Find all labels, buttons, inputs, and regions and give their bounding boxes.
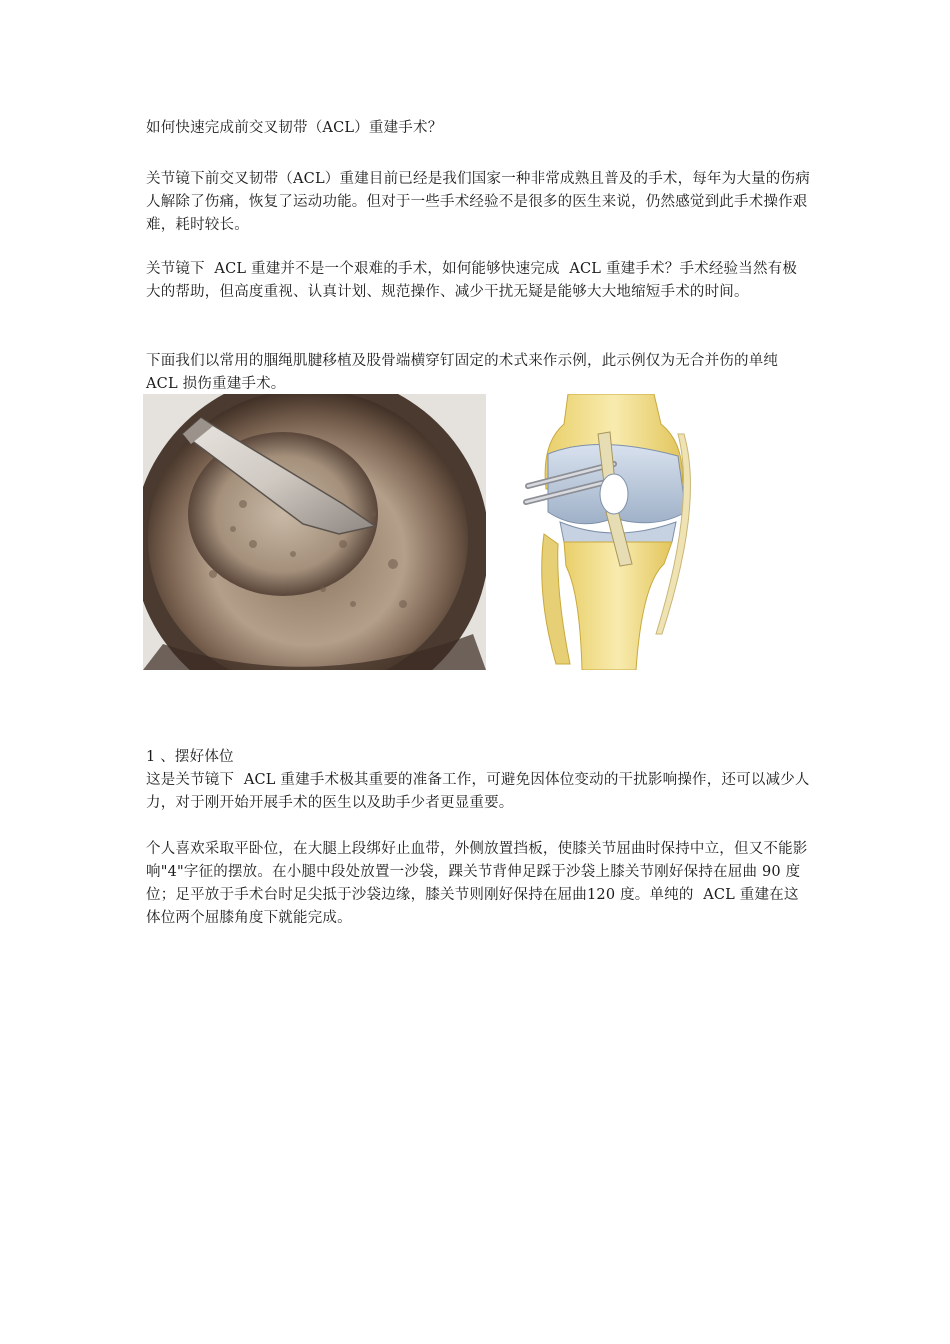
knee-cross-pin-illustration xyxy=(486,394,742,670)
intro-paragraph-1: 关节镜下前交叉韧带（ACL）重建目前已经是我们国家一种非常成熟且普及的手术，每年为大量的伤病人解除了伤痛，恢复了运动功能。但对于一些手术经验不是很多的医生来说，仍然感觉到此手术操作艰难，耗时较长。 xyxy=(146,171,810,233)
section-1-heading: 1 、摆好体位 xyxy=(146,749,234,765)
document-title: 如何快速完成前交叉韧带（ACL）重建手术？ xyxy=(146,120,443,136)
section-1-paragraph-1: 这是关节镜下 ACL 重建手术极其重要的准备工作，可避免因体位变动的干扰影响操作，还可以减少人力，对于刚开始开展手术的医生以及助手少者更显重要。 xyxy=(146,772,810,811)
intro-paragraph-2: 关节镜下 ACL 重建并不是一个艰难的手术，如何能够快速完成 ACL 重建手术？手术经验当然有极大的帮助，但高度重视、认真计划、规范操作、减少干扰无疑是能够大大地缩短手术的时间。 xyxy=(146,261,798,300)
section-1-paragraph-2: 个人喜欢采取平卧位，在大腿上段绑好止血带，外侧放置挡板，使膝关节屈曲时保持中立，但又不能影响"4"字征的摆放。在小腿中段处放置一沙袋，踝关节背伸足踩于沙袋上膝关节刚好保持在屈曲 90 度位；足平放于手术台时足尖抵于沙袋边缘，膝关节则刚好保持在屈曲120 度。单纯的 ACL 重建在这体位两个屈膝角度下就能完成。 xyxy=(146,841,808,926)
intro-paragraph-3: 下面我们以常用的腘绳肌腱移植及股骨端横穿钉固定的术式来作示例，此示例仅为无合并伤的单纯 ACL 损伤重建手术。 xyxy=(146,353,788,392)
arthroscopic-tunnel-image xyxy=(143,394,486,670)
